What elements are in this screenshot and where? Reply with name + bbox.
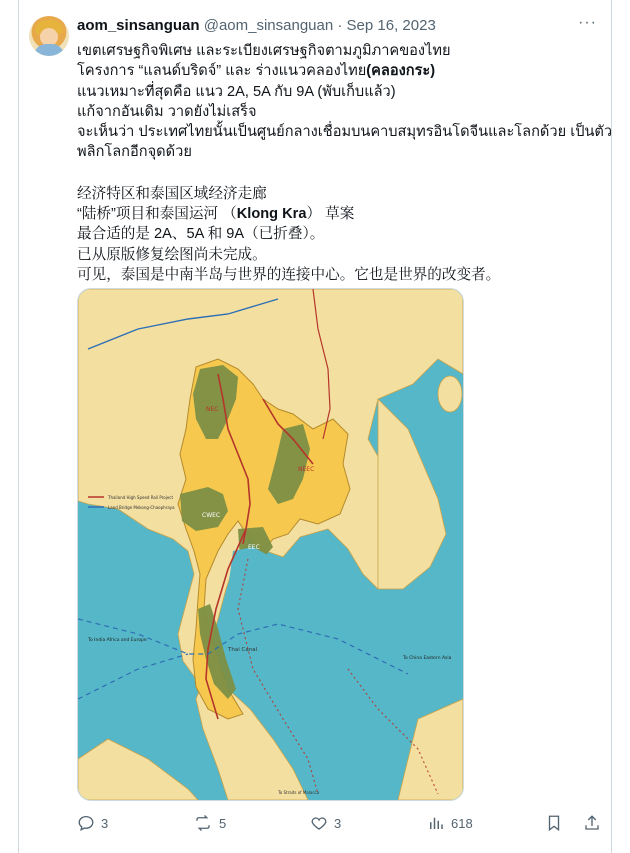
share-icon xyxy=(583,814,601,832)
chinese-line-2-text: “陆桥”项目和泰国运河 （ xyxy=(77,206,237,223)
island xyxy=(438,376,462,412)
thai-line-3: แนวเหมาะที่สุดคือ แนว 2A, 5A กับ 9A (พับเก็บแล้ว) xyxy=(77,83,396,100)
views-chart-icon xyxy=(427,814,445,832)
like-count: 3 xyxy=(334,815,342,831)
chinese-line-3: 最合适的是 2A、5A 和 9A（已折叠）。 xyxy=(77,226,325,243)
avatar-body xyxy=(34,44,64,56)
retweet-count: 5 xyxy=(219,815,227,831)
label-cwec: CWEC xyxy=(202,512,221,519)
tweet-date[interactable]: Sep 16, 2023 xyxy=(346,17,436,34)
thai-line-2-text: โครงการ “แลนด์บริดจ์” และ ร่างแนวคลองไทย xyxy=(77,63,367,80)
views-count: 618 xyxy=(451,815,473,831)
bookmark-button[interactable] xyxy=(545,812,563,834)
share-button[interactable] xyxy=(583,812,601,834)
legend-rail-label: Thailand High Speed Rail Project xyxy=(108,495,174,500)
reply-count: 3 xyxy=(101,815,109,831)
label-eec: EEC xyxy=(248,544,260,551)
chinese-line-4: 已从原版修复绘图尚未完成。 xyxy=(77,246,267,263)
label-nec: NEC xyxy=(206,406,219,413)
reply-icon xyxy=(77,814,95,832)
tweet-image-map[interactable] xyxy=(77,288,464,801)
retweet-button[interactable] xyxy=(193,812,226,834)
chinese-line-2-bold: Klong Kra xyxy=(236,206,307,223)
label-neec: NEEC xyxy=(298,466,315,473)
tweet-header xyxy=(77,17,436,34)
thai-line-2 xyxy=(77,61,597,81)
thai-line-5: จะเห็นว่า ประเทศไทยนั้นเป็นศูนย์กลางเชื่อมบนคาบสมุทรอินโดจีนและโลกด้วย เป็นตัว xyxy=(77,124,613,141)
thai-line-4: แก้จากอันเดิม วาดยังไม่เสร็จ xyxy=(77,103,257,120)
tweet-text xyxy=(77,41,613,285)
display-name[interactable]: aom_sinsanguan xyxy=(77,17,200,34)
chinese-line-2-end: ） 草案 xyxy=(306,206,355,223)
views-button[interactable] xyxy=(427,812,473,834)
tonle-sap-lake xyxy=(314,552,332,562)
reply-button[interactable] xyxy=(77,812,108,834)
thai-line-1: เขตเศรษฐกิจพิเศษ และระเบียงเศรษฐกิจตามภูมิภาคของไทย xyxy=(77,43,451,59)
label-to-india: To India Africa and Europe xyxy=(88,638,147,643)
more-options-icon[interactable]: ··· xyxy=(578,14,597,31)
tweet-card[interactable] xyxy=(18,0,612,853)
legend-bridge-label: Land Bridge Mekong-Chaophraya xyxy=(108,505,175,510)
label-thai-canal: Thai Canal xyxy=(228,647,258,653)
label-to-china: To China Eastern Asia xyxy=(403,656,452,661)
tweet-actions xyxy=(77,812,617,834)
chinese-line-5: 可见，泰国是中南半岛与世界的连接中心。它也是世界的改变者。 xyxy=(77,266,501,283)
chinese-line-1: 经济特区和泰国区域经济走廊 xyxy=(77,185,267,202)
separator-dot: · xyxy=(337,17,343,34)
user-handle[interactable]: @aom_sinsanguan xyxy=(203,17,334,34)
thai-line-6: พลิกโลกอีกจุดด้วย xyxy=(77,144,192,161)
heart-icon xyxy=(310,814,328,832)
retweet-icon xyxy=(193,814,213,832)
thai-line-2-bold: (คลองกระ) xyxy=(366,63,436,80)
label-strait: To Straits of Malacca xyxy=(278,790,320,795)
chinese-line-2 xyxy=(77,204,597,224)
bookmark-icon xyxy=(545,814,563,832)
like-button[interactable] xyxy=(310,812,341,834)
avatar[interactable] xyxy=(29,16,69,56)
thailand-map-graphic xyxy=(78,289,463,800)
